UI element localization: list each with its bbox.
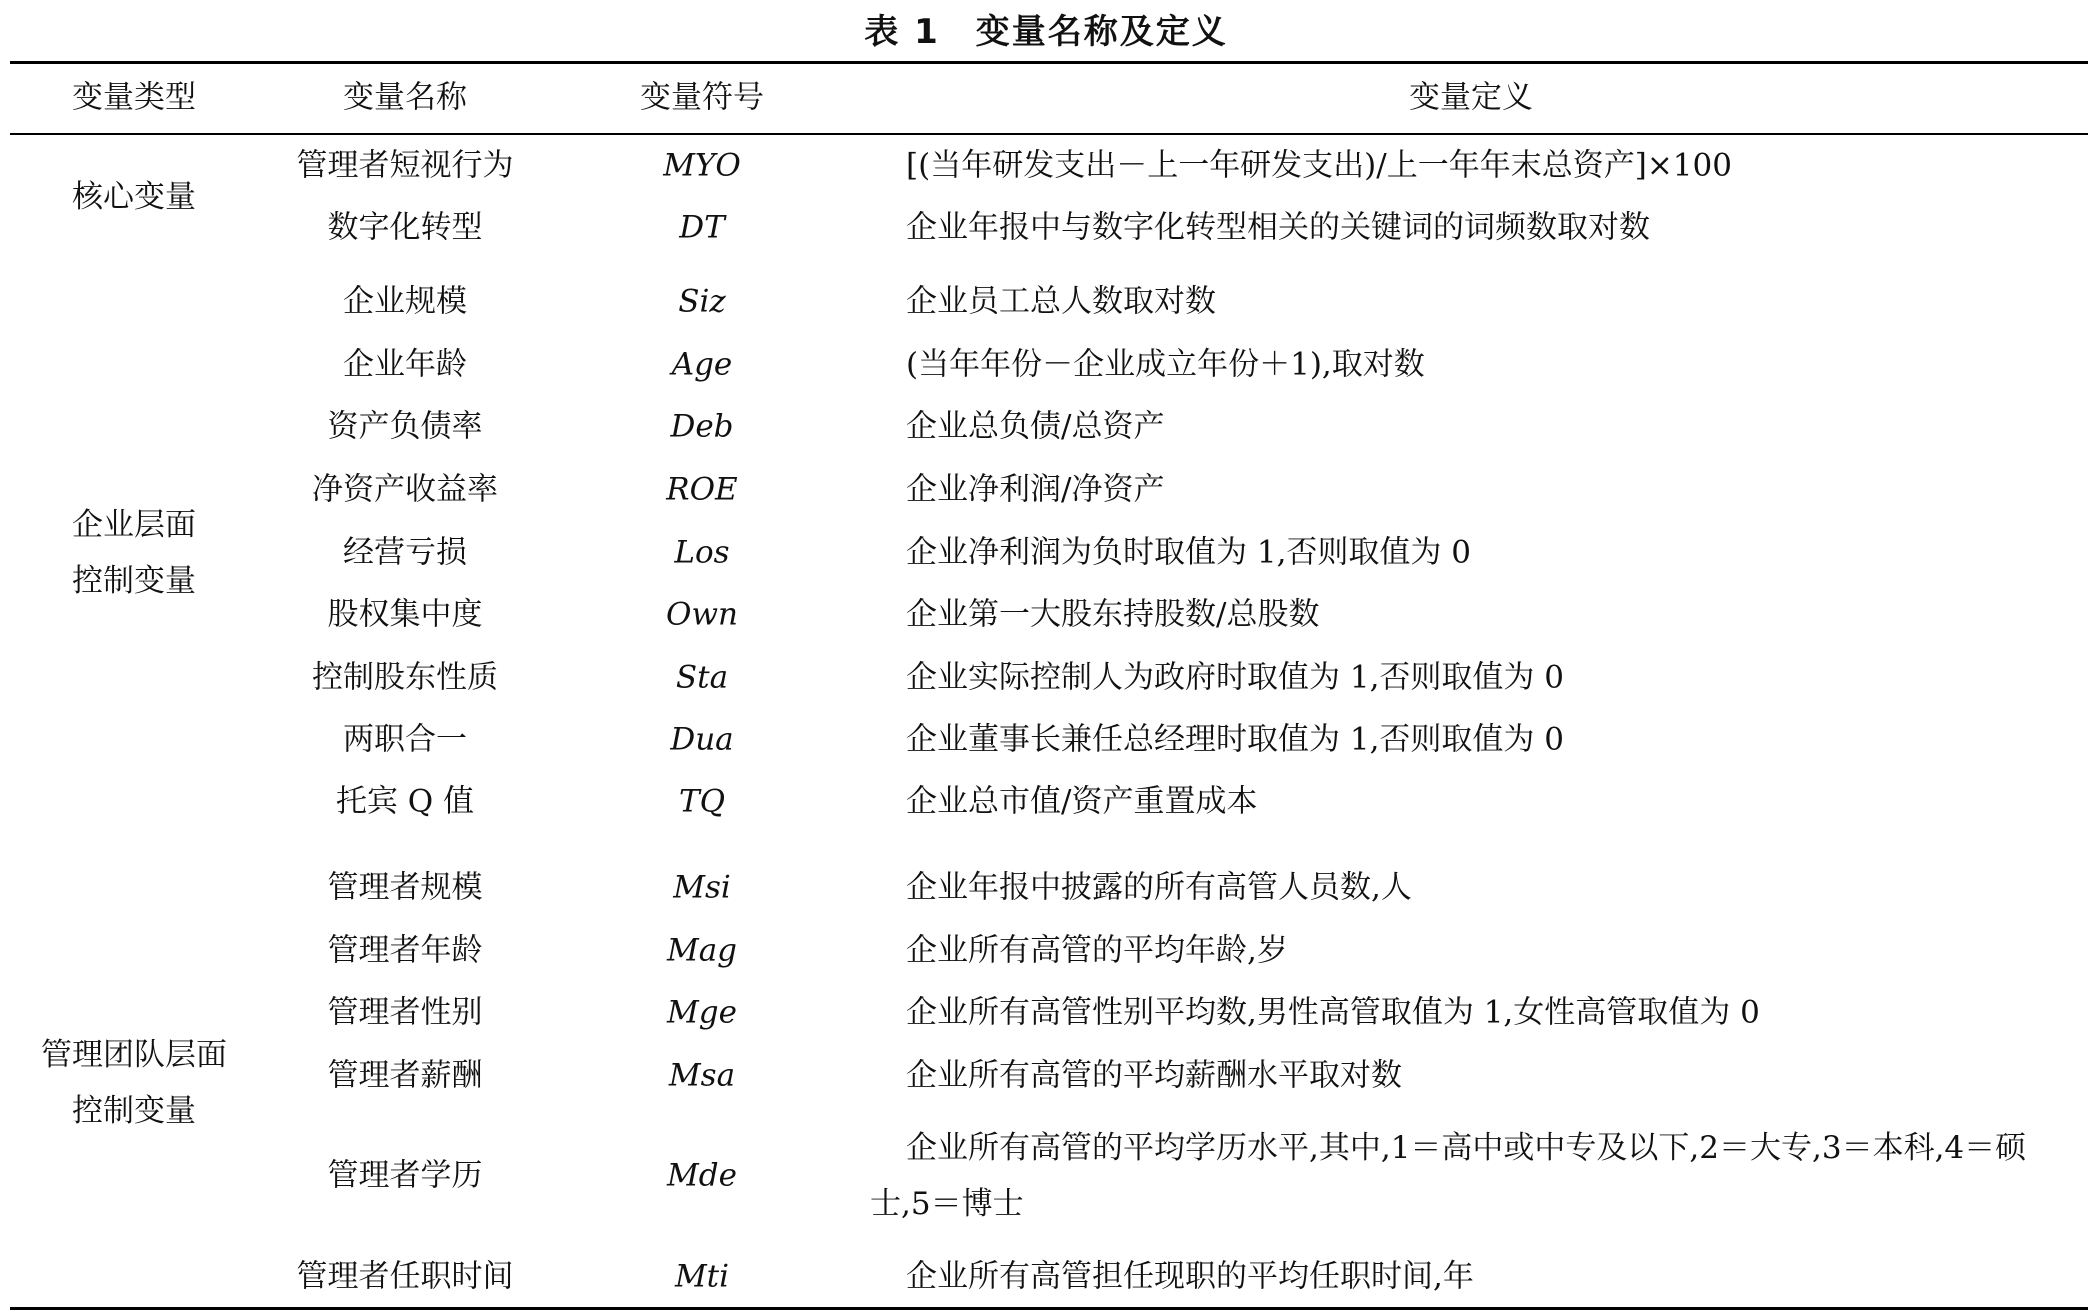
variable-symbol: Mge: [667, 994, 737, 1031]
header-rule: [10, 133, 2088, 135]
variable-definition: (当年年份－企业成立年份＋1),取对数: [906, 346, 1425, 383]
variable-symbol: Mde: [667, 1157, 737, 1194]
header-variable-name: 变量名称: [343, 79, 467, 116]
variable-symbol: Msa: [668, 1057, 736, 1094]
variable-definition: 企业实际控制人为政府时取值为 1,否则取值为 0: [906, 659, 1565, 696]
variable-definition: 企业第一大股东持股数/总股数: [906, 596, 1320, 633]
group-line: 控制变量: [72, 1093, 196, 1129]
variable-definition: 企业所有高管的平均年龄,岁: [906, 932, 1288, 969]
variable-symbol: Dua: [670, 721, 734, 758]
variable-name: 数字化转型: [327, 209, 483, 246]
variable-definition: [(当年研发支出－上一年研发支出)/上一年年末总资产]×100: [906, 147, 1732, 184]
header-variable-symbol: 变量符号: [640, 79, 764, 116]
variable-symbol: ROE: [666, 471, 738, 508]
variable-name: 股权集中度: [327, 596, 483, 633]
header-variable-definition: 变量定义: [1409, 79, 1533, 116]
variable-symbol: Mti: [674, 1258, 730, 1295]
variable-name: 管理者薪酬: [327, 1057, 483, 1094]
variable-name: 管理者任职时间: [296, 1258, 514, 1295]
variable-symbol: Mag: [666, 932, 738, 969]
variable-symbol: Own: [666, 596, 738, 633]
variable-definition: 企业员工总人数取对数: [906, 283, 1216, 320]
variable-symbol: Sta: [675, 659, 729, 696]
variable-definition: 企业董事长兼任总经理时取值为 1,否则取值为 0: [906, 721, 1565, 758]
variable-symbol: TQ: [678, 783, 726, 820]
variable-definition: 企业所有高管担任现职的平均任职时间,年: [906, 1258, 1474, 1295]
variable-name: 管理者年龄: [327, 932, 483, 969]
group-line: 控制变量: [72, 563, 196, 599]
group-core-variables: [0, 169, 268, 225]
variable-symbol: Age: [671, 346, 733, 383]
variable-definition: 企业所有高管性别平均数,男性高管取值为 1,女性高管取值为 0: [906, 994, 1760, 1031]
table-title: [0, 4, 2092, 53]
variable-name: 管理者短视行为: [296, 147, 514, 184]
table-number: 表 1: [864, 12, 940, 52]
variable-name: 企业年龄: [343, 346, 467, 383]
variable-symbol: DT: [679, 209, 725, 246]
variable-definition: 企业总市值/资产重置成本: [906, 783, 1258, 820]
bottom-rule: [10, 1307, 2088, 1310]
group-firm-controls: [0, 497, 268, 609]
variable-name: 经营亏损: [343, 534, 467, 571]
variable-definition: 企业年报中披露的所有高管人员数,人: [906, 869, 1412, 906]
variable-definition: 企业净利润为负时取值为 1,否则取值为 0: [906, 534, 1472, 571]
group-management-controls: [0, 1027, 268, 1139]
variable-definition: 企业净利润/净资产: [906, 471, 1165, 508]
table-caption: 变量名称及定义: [975, 12, 1228, 52]
variable-name: 管理者规模: [327, 869, 483, 906]
variable-symbol: Los: [674, 534, 730, 571]
variable-name: 两职合一: [343, 721, 467, 758]
variable-name: 控制股东性质: [312, 659, 498, 696]
variable-symbol: Msi: [673, 869, 731, 906]
group-line: 管理团队层面: [41, 1037, 227, 1073]
variable-name: 管理者学历: [327, 1157, 483, 1194]
header-variable-type: 变量类型: [72, 79, 196, 116]
top-rule: [10, 61, 2088, 64]
variable-definition: 企业所有高管的平均薪酬水平取对数: [906, 1057, 1402, 1094]
variable-definition: 企业年报中与数字化转型相关的关键词的词频数取对数: [906, 209, 1650, 246]
variable-symbol: MYO: [663, 147, 741, 184]
variable-symbol: Siz: [678, 283, 726, 320]
variable-name: 管理者性别: [327, 994, 483, 1031]
variable-name: 托宾 Q 值: [335, 783, 475, 820]
variable-name: 资产负债率: [327, 408, 483, 445]
variable-definition: 企业所有高管的平均学历水平,其中,1＝高中或中专及以下,2＝大专,3＝本科,4＝硕士,5＝博士: [870, 1130, 2027, 1222]
variable-definition: 企业总负债/总资产: [906, 408, 1165, 445]
variable-name: 净资产收益率: [312, 471, 498, 508]
group-line: 核心变量: [72, 179, 196, 215]
variable-name: 企业规模: [343, 283, 467, 320]
group-line: 企业层面: [72, 507, 196, 543]
variable-symbol: Deb: [670, 408, 734, 445]
